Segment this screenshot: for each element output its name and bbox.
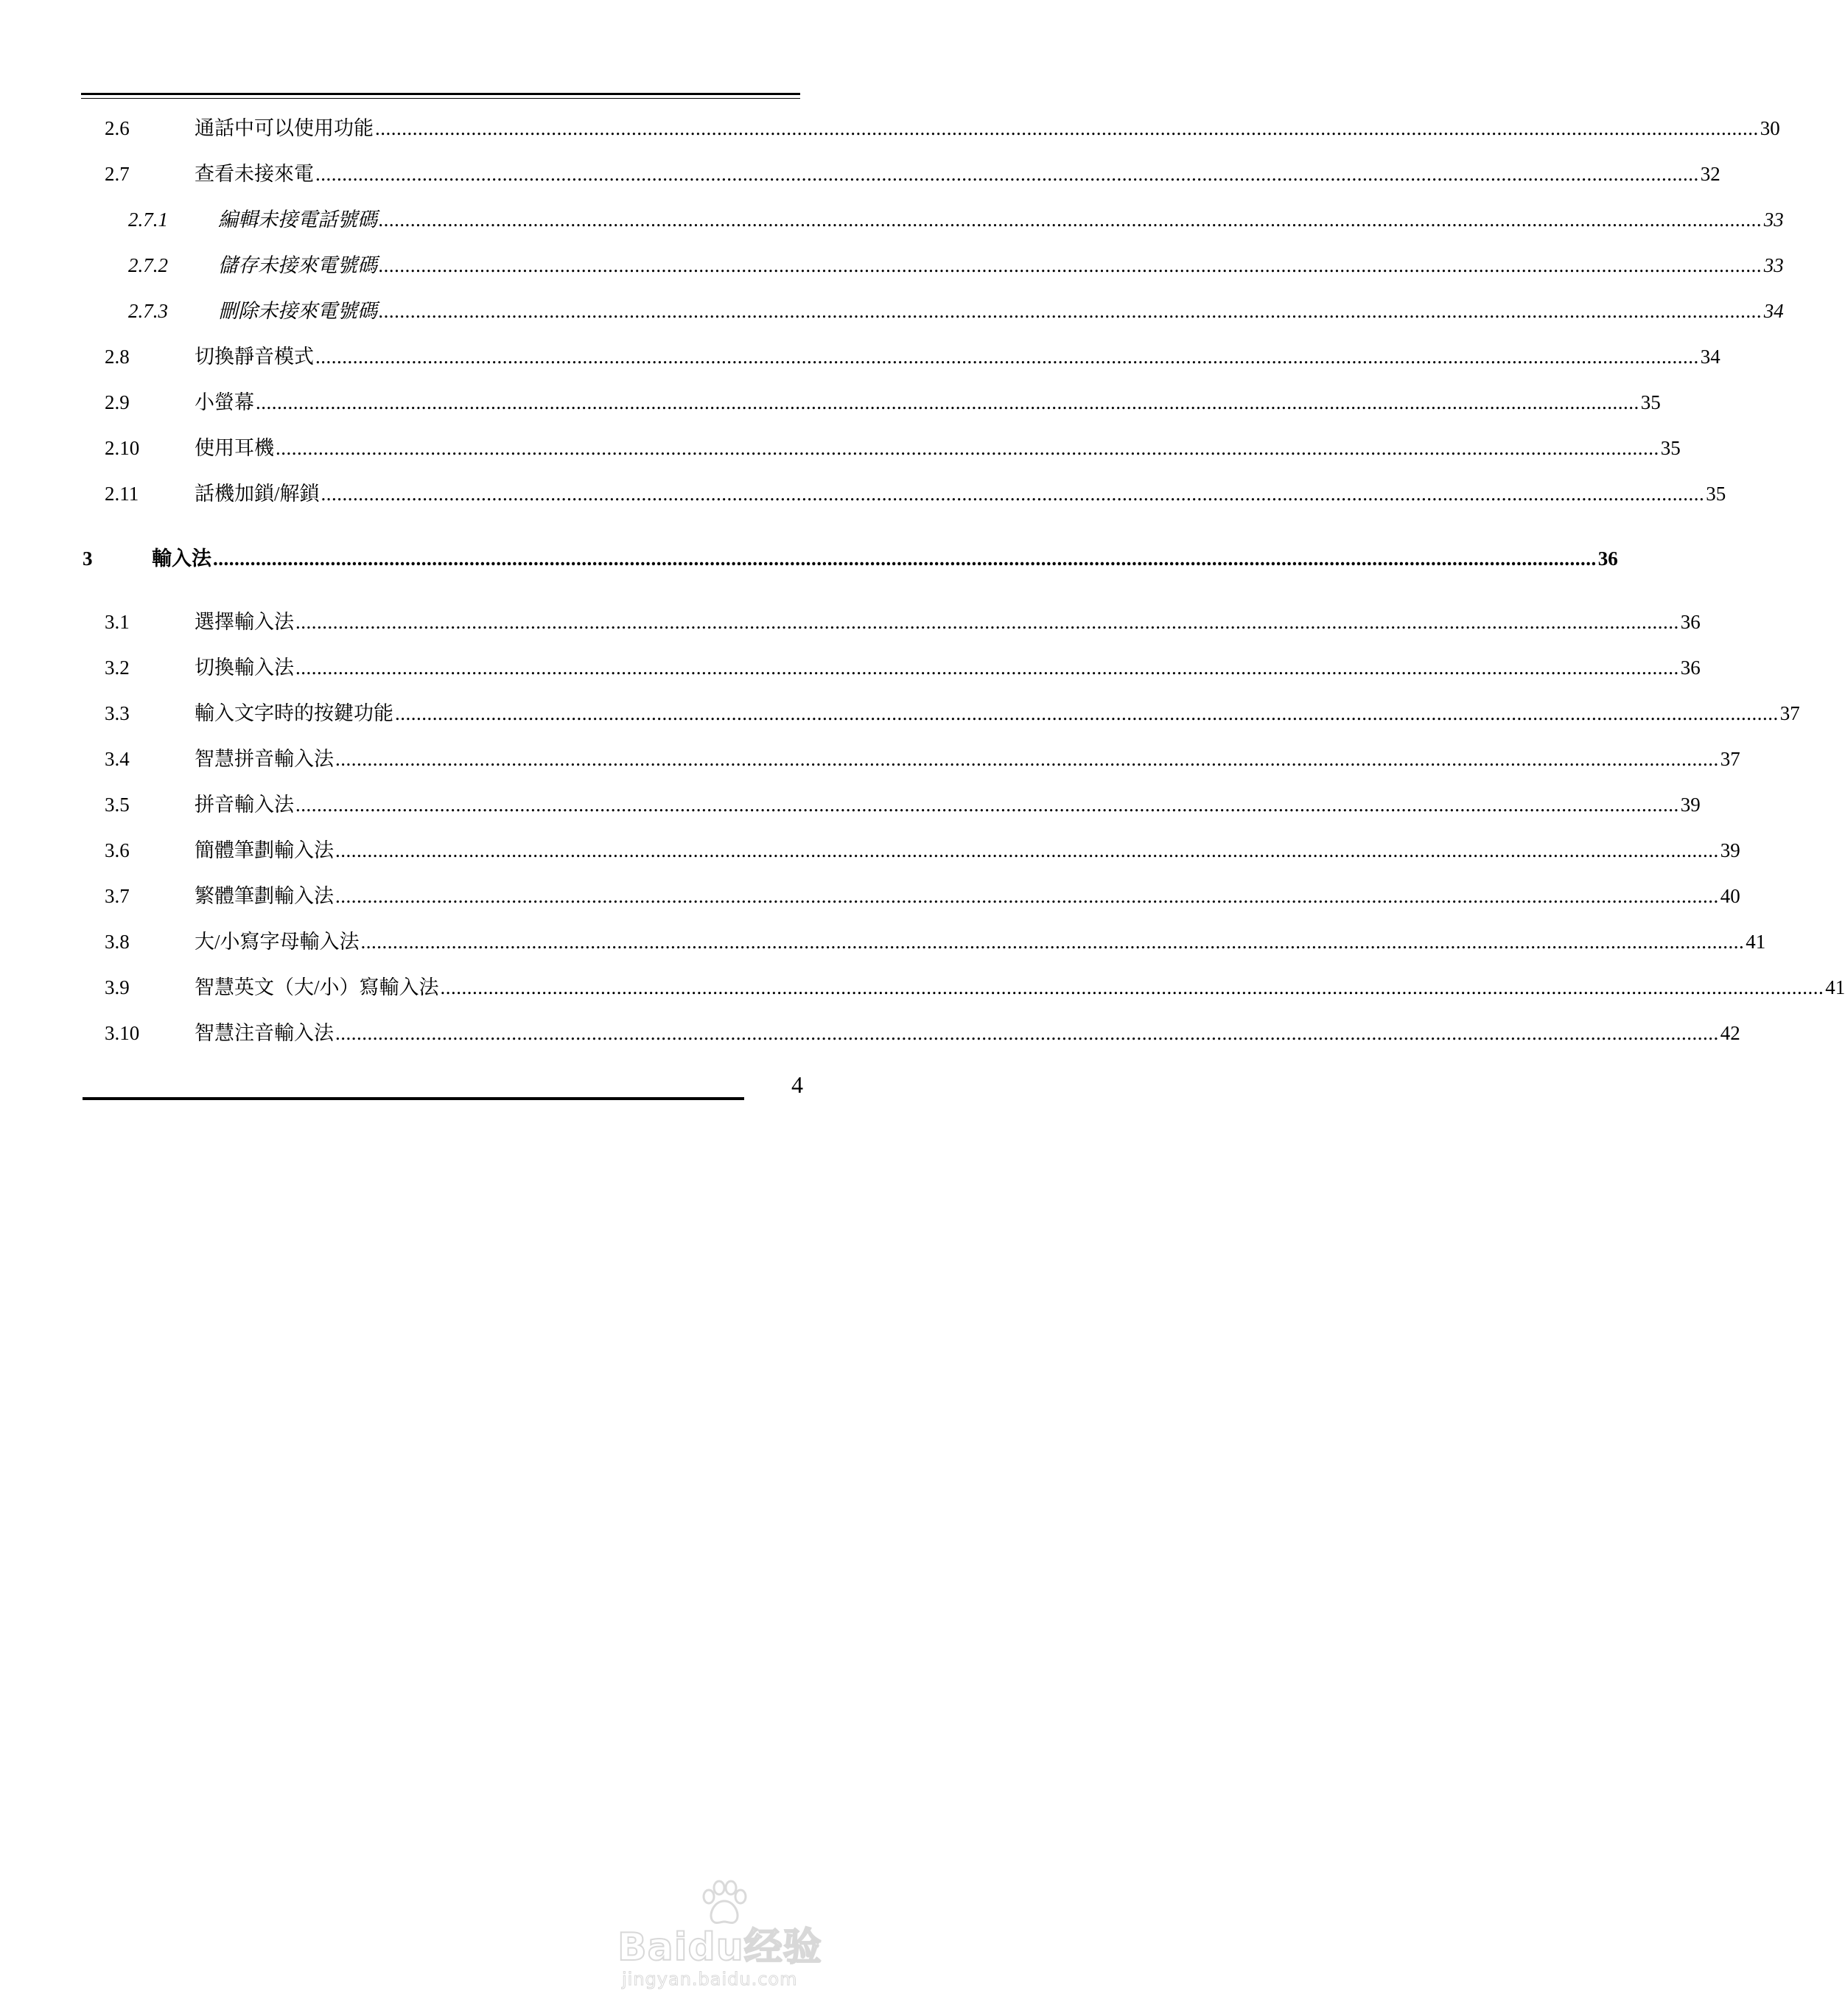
toc-entry-3-3[interactable] (0, 697, 1800, 729)
toc-dot-leader: ................................................................................................................................................................................................................................................................... (379, 300, 1762, 322)
toc-entry-3-1[interactable] (0, 606, 1701, 638)
baidu-jingyan-watermark (617, 1879, 831, 1997)
toc-section-number: 2.7.2 (128, 254, 168, 276)
toc-section-number: 3.4 (105, 748, 130, 770)
toc-page-number: 37 (1720, 748, 1740, 770)
toc-section-number: 2.7.1 (128, 209, 168, 231)
toc-section-title: 刪除未接來電號碼 (218, 300, 377, 322)
toc-entry-2-7-3[interactable] (0, 295, 1784, 327)
toc-entry-2-11[interactable] (0, 477, 1726, 510)
toc-page-number: 32 (1700, 163, 1720, 185)
toc-dot-leader: ................................................................................................................................................................................................................................................................... (379, 209, 1762, 231)
toc-dot-leader: ................................................................................................................................................................................................................................................................... (213, 547, 1597, 570)
toc-section-title: 通話中可以使用功能 (195, 117, 374, 139)
toc-dot-leader: ................................................................................................................................................................................................................................................................... (315, 163, 1699, 185)
toc-page-number: 41 (1746, 931, 1766, 953)
toc-page-number: 36 (1680, 657, 1701, 679)
toc-section-title: 查看未接來電 (195, 163, 314, 185)
toc-section-title: 切換輸入法 (195, 657, 294, 679)
toc-dot-leader: ................................................................................................................................................................................................................................................................... (375, 117, 1759, 139)
toc-section-title: 輸入文字時的按鍵功能 (195, 702, 393, 724)
toc-section-number: 2.7.3 (128, 300, 168, 322)
toc-section-title: 話機加鎖/解鎖 (195, 483, 320, 505)
toc-entry-3-2[interactable] (0, 651, 1701, 684)
toc-section-number: 3.3 (105, 702, 130, 724)
toc-entry-3-8[interactable] (0, 925, 1766, 958)
toc-dot-leader: ................................................................................................................................................................................................................................................................... (440, 976, 1824, 998)
toc-page-number: 35 (1706, 483, 1726, 505)
page-number: 4 (791, 1071, 803, 1098)
toc-page-number: 39 (1680, 794, 1701, 816)
toc-section-number: 2.7 (105, 163, 130, 185)
toc-entry-3-7[interactable] (0, 880, 1740, 912)
toc-dot-leader: ................................................................................................................................................................................................................................................................... (276, 437, 1659, 459)
toc-entry-3-6[interactable] (0, 834, 1740, 867)
toc-chapter-title: 輸入法 (152, 547, 211, 570)
toc-dot-leader: ................................................................................................................................................................................................................................................................... (335, 885, 1719, 907)
toc-dot-leader: ................................................................................................................................................................................................................................................................... (295, 611, 1679, 633)
toc-entry-3-4[interactable] (0, 743, 1740, 775)
toc-page-number: 33 (1763, 209, 1784, 231)
toc-section-number: 3.8 (105, 931, 130, 953)
toc-page-number: 42 (1720, 1022, 1740, 1044)
toc-dot-leader: ................................................................................................................................................................................................................................................................... (335, 1022, 1719, 1044)
toc-dot-leader: ................................................................................................................................................................................................................................................................... (335, 748, 1719, 770)
toc-entry-3-10[interactable] (0, 1017, 1740, 1049)
toc-section-title: 智慧英文（大/小）寫輸入法 (195, 976, 439, 998)
toc-section-title: 智慧拼音輸入法 (195, 748, 334, 770)
toc-dot-leader: ................................................................................................................................................................................................................................................................... (295, 794, 1679, 816)
toc-dot-leader: ................................................................................................................................................................................................................................................................... (256, 391, 1639, 413)
toc-entry-2-8[interactable] (0, 340, 1720, 373)
toc-section-number: 3.9 (105, 976, 130, 998)
toc-section-number: 3.7 (105, 885, 130, 907)
toc-dot-leader: ................................................................................................................................................................................................................................................................... (295, 657, 1679, 679)
toc-section-number: 2.9 (105, 391, 130, 413)
toc-page-number: 39 (1720, 839, 1740, 861)
toc-section-number: 2.11 (105, 483, 139, 505)
toc-section-title: 大/小寫字母輸入法 (195, 931, 360, 953)
toc-entry-2-10[interactable] (0, 432, 1681, 464)
toc-section-number: 3.1 (105, 611, 130, 633)
toc-entry-3-5[interactable] (0, 788, 1701, 821)
toc-section-title: 編輯未接電話號碼 (218, 209, 377, 231)
toc-page-number: 35 (1640, 391, 1661, 413)
watermark-brand: Baidu经验 (617, 1925, 822, 1970)
toc-section-title: 小螢幕 (195, 391, 254, 413)
toc-section-title: 切換靜音模式 (195, 346, 314, 368)
toc-page-number: 34 (1763, 300, 1784, 322)
watermark-url: jingyan.baidu.com (622, 1969, 798, 1989)
toc-dot-leader: ................................................................................................................................................................................................................................................................... (315, 346, 1699, 368)
toc-section-number: 3.6 (105, 839, 130, 861)
toc-section-title: 使用耳機 (195, 437, 274, 459)
toc-entry-2-7-2[interactable] (0, 249, 1784, 281)
toc-entry-2-6[interactable] (0, 112, 1780, 144)
footer-rule (83, 1097, 744, 1100)
toc-section-number: 3.10 (105, 1022, 140, 1044)
toc-section-title: 簡體筆劃輸入法 (195, 839, 334, 861)
toc-page-number: 37 (1779, 702, 1800, 724)
toc-entry-3-9[interactable] (0, 971, 1845, 1004)
toc-section-number: 3.5 (105, 794, 130, 816)
toc-section-title: 拼音輸入法 (195, 794, 294, 816)
toc-entry-chapter-3[interactable] (0, 542, 1618, 575)
toc-section-number: 2.6 (105, 117, 130, 139)
toc-dot-leader: ................................................................................................................................................................................................................................................................... (379, 254, 1762, 276)
toc-page-number: 36 (1597, 547, 1618, 570)
toc-page-number: 34 (1700, 346, 1720, 368)
toc-section-title: 選擇輸入法 (195, 611, 294, 633)
toc-page-number: 36 (1680, 611, 1701, 633)
toc-page-number: 30 (1760, 117, 1780, 139)
toc-entry-2-7-1[interactable] (0, 203, 1784, 236)
header-rule (81, 93, 800, 99)
toc-page-number: 33 (1763, 254, 1784, 276)
toc-dot-leader: ................................................................................................................................................................................................................................................................... (360, 931, 1745, 953)
toc-dot-leader: ................................................................................................................................................................................................................................................................... (321, 483, 1705, 505)
toc-section-title: 繁體筆劃輸入法 (195, 885, 334, 907)
toc-page-number: 40 (1720, 885, 1740, 907)
toc-page-number: 35 (1660, 437, 1681, 459)
toc-dot-leader: ................................................................................................................................................................................................................................................................... (335, 839, 1719, 861)
toc-page-number: 41 (1825, 976, 1845, 998)
toc-chapter-number: 3 (83, 547, 93, 570)
toc-entry-2-9[interactable] (0, 386, 1661, 419)
toc-section-number: 3.2 (105, 657, 130, 679)
toc-entry-2-7[interactable] (0, 158, 1720, 190)
toc-section-number: 2.8 (105, 346, 130, 368)
toc-section-title: 智慧注音輸入法 (195, 1022, 334, 1044)
toc-dot-leader: ................................................................................................................................................................................................................................................................... (395, 702, 1779, 724)
toc-section-title: 儲存未接來電號碼 (218, 254, 377, 276)
toc-section-number: 2.10 (105, 437, 140, 459)
